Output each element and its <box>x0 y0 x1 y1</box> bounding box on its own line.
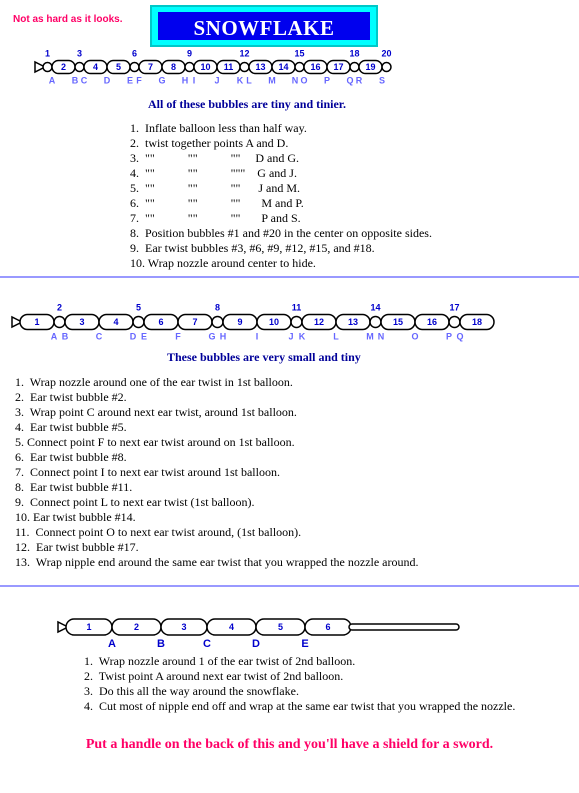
bubble-number: 14 <box>370 302 381 313</box>
instructions-part-3 <box>84 654 515 714</box>
point-letter: M <box>366 331 374 342</box>
point-letter: Q <box>346 75 354 86</box>
ear-twist-bubble <box>370 317 381 328</box>
point-letter: J <box>288 331 294 342</box>
balloon-diagram-3 <box>0 612 579 650</box>
point-letter: F <box>136 75 142 86</box>
instruction-step: 9. Connect point L to next ear twist (1st balloon). <box>15 495 255 509</box>
diagram-1-note: All of these bubbles are tiny and tinier. <box>148 97 347 111</box>
instruction-step: 7. Connect point I to next ear twist around 1st balloon. <box>15 465 280 479</box>
bubble-number: 2 <box>133 622 140 632</box>
point-letter: A <box>108 638 116 650</box>
balloon-diagram-2 <box>0 302 579 342</box>
ear-twist-bubble <box>291 317 302 328</box>
point-letter: N <box>377 331 385 342</box>
instruction-step: 3. "" "" "" D and G. <box>130 151 300 165</box>
ear-twist-bubble <box>75 63 84 72</box>
point-letter: G <box>208 331 216 342</box>
bubble-number: 6 <box>325 622 331 632</box>
point-letter: I <box>192 75 196 86</box>
instruction-step: 1. Wrap nozzle around one of the ear twist in 1st balloon. <box>15 375 293 389</box>
bubble-number: 5 <box>277 622 284 632</box>
ear-twist-bubble <box>350 63 359 72</box>
bubble-number: 2 <box>60 62 67 72</box>
point-letter: P <box>445 331 453 342</box>
ear-twist-bubble <box>382 63 391 72</box>
point-letter: H <box>181 75 189 86</box>
ear-twist-bubble <box>54 317 65 328</box>
divider <box>0 585 579 587</box>
instruction-step: 4. Cut most of nipple end off and wrap at the same ear twist that you wrapped the nozzle. <box>84 699 516 713</box>
diagram-2-note: These bubbles are very small and tiny <box>167 350 361 364</box>
bubble-number: 1 <box>86 622 92 632</box>
instructions-part-2 <box>15 375 419 570</box>
bubble-number: 18 <box>349 48 360 59</box>
bubble-number: 10 <box>200 62 211 72</box>
point-letter: E <box>126 75 134 86</box>
instruction-step: 6. Ear twist bubble #8. <box>15 450 127 464</box>
bubble-number: 15 <box>294 48 305 59</box>
point-letter: M <box>268 75 276 86</box>
bubble-number: 12 <box>239 48 250 59</box>
instruction-step: 8. Ear twist bubble #11. <box>15 480 133 494</box>
bubble-number: 20 <box>381 48 392 59</box>
bubble-number: 17 <box>333 62 344 72</box>
instruction-step: 4. "" "" """ G and J. <box>130 166 297 180</box>
point-letter: Q <box>456 331 464 342</box>
point-letter: C <box>80 75 88 86</box>
footer-note: Put a handle on the back of this and you'll have a shield for a sword. <box>85 737 494 752</box>
bubble-number: 1 <box>34 317 40 327</box>
instruction-step: 5. Connect point F to next ear twist around on 1st balloon. <box>15 435 295 449</box>
point-letter: C <box>95 331 103 342</box>
bubble-number: 8 <box>214 302 221 313</box>
point-letter: G <box>158 75 166 86</box>
point-letter: P <box>323 75 331 86</box>
bubble-number: 11 <box>223 62 234 72</box>
instruction-step: 1. Inflate balloon less than half way. <box>130 121 307 135</box>
instruction-step: 3. Wrap point C around next ear twist, around 1st balloon. <box>15 405 297 419</box>
point-letter: C <box>203 638 211 650</box>
point-letter: L <box>246 75 252 86</box>
point-letter: I <box>255 331 259 342</box>
point-letter: D <box>252 638 260 650</box>
bubble-number: 7 <box>192 317 198 327</box>
point-letter: H <box>219 331 227 342</box>
instruction-step: 7. "" "" "" P and S. <box>130 211 301 225</box>
bubble-number: 13 <box>255 62 266 72</box>
bubble-number: 9 <box>237 317 243 327</box>
instruction-step: 9. Ear twist bubbles #3, #6, #9, #12, #15, and #18. <box>130 241 375 255</box>
point-letter: K <box>298 331 306 342</box>
bubble-number: 16 <box>310 62 321 72</box>
point-letter: B <box>157 638 165 650</box>
bubble-number: 6 <box>158 317 164 327</box>
bubble-number: 1 <box>44 48 51 59</box>
point-letter: K <box>236 75 244 86</box>
bubble-number: 3 <box>76 48 83 59</box>
instruction-step: 3. Do this all the way around the snowflake. <box>84 684 299 698</box>
point-letter: L <box>333 331 339 342</box>
point-letter: E <box>140 331 148 342</box>
instruction-step: 2. Ear twist bubble #2. <box>15 390 127 404</box>
bubble-number: 17 <box>449 302 460 313</box>
instruction-step: 5. "" "" "" J and M. <box>130 181 301 195</box>
bubble-number: 3 <box>79 317 85 327</box>
instruction-step: 2. Twist point A around next ear twist of 2nd balloon. <box>84 669 344 683</box>
bubble-number: 2 <box>56 302 63 313</box>
bubble-number: 19 <box>365 62 376 72</box>
bubble-number: 16 <box>426 317 438 327</box>
title-banner <box>150 5 378 47</box>
bubble-number: 5 <box>135 302 142 313</box>
instruction-step: 4. Ear twist bubble #5. <box>15 420 127 434</box>
bubble-number: 12 <box>313 317 325 327</box>
ear-twist-bubble <box>449 317 460 328</box>
ear-twist-bubble <box>43 63 52 72</box>
point-letter: R <box>355 75 363 86</box>
bubble-number: 10 <box>268 317 280 327</box>
instruction-step: 1. Wrap nozzle around 1 of the ear twist of 2nd balloon. <box>84 654 356 668</box>
point-letter: F <box>175 331 181 342</box>
ear-twist-bubble <box>133 317 144 328</box>
bubble-number: 4 <box>113 317 119 327</box>
point-letter: J <box>214 75 220 86</box>
tagline: Not as hard as it looks. <box>13 14 123 25</box>
instruction-step: 8. Position bubbles #1 and #20 in the center on opposite sides. <box>130 226 432 240</box>
bubble-number: 4 <box>228 622 235 632</box>
bubble-number: 4 <box>92 62 99 72</box>
point-letter: E <box>301 638 309 650</box>
bubble-number: 5 <box>115 62 122 72</box>
balloon-tail <box>349 624 459 630</box>
bubble-number: 11 <box>291 302 302 313</box>
instructions-part-1 <box>130 121 432 271</box>
instruction-step: 10. Ear twist bubble #14. <box>15 510 136 524</box>
ear-twist-bubble <box>212 317 223 328</box>
point-letter: B <box>71 75 79 86</box>
ear-twist-bubble <box>240 63 249 72</box>
bubble-number: 13 <box>347 317 359 327</box>
bubble-number: 8 <box>170 62 177 72</box>
instruction-step: 12. Ear twist bubble #17. <box>15 540 139 554</box>
bubble-number: 15 <box>392 317 404 327</box>
point-letter: A <box>48 75 56 86</box>
bubble-number: 7 <box>147 62 154 72</box>
point-letter: D <box>129 331 137 342</box>
point-letter: B <box>61 331 69 342</box>
instruction-step: 11. Connect point O to next ear twist around, (1st balloon). <box>15 525 302 539</box>
ear-twist-bubble <box>185 63 194 72</box>
bubble-number: 14 <box>278 62 289 72</box>
instruction-step: 13. Wrap nipple end around the same ear twist that you wrapped the nozzle around. <box>15 555 419 569</box>
instruction-step: 2. twist together points A and D. <box>130 136 289 150</box>
instruction-step: 10. Wrap nozzle around center to hide. <box>130 256 316 270</box>
divider <box>0 276 579 278</box>
point-letter: O <box>411 331 419 342</box>
bubble-number: 18 <box>471 317 483 327</box>
point-letter: D <box>103 75 111 86</box>
bubble-number: 9 <box>186 48 193 59</box>
instruction-step: 6. "" "" "" M and P. <box>130 196 304 210</box>
bubble-number: 6 <box>131 48 138 59</box>
balloon-diagram-1 <box>0 46 579 86</box>
point-letter: S <box>378 75 386 86</box>
point-letter: O <box>300 75 308 86</box>
point-letter: N <box>291 75 299 86</box>
point-letter: A <box>50 331 58 342</box>
bubble-number: 3 <box>181 622 187 632</box>
ear-twist-bubble <box>295 63 304 72</box>
page-title: SNOWFLAKE <box>158 12 370 40</box>
ear-twist-bubble <box>130 63 139 72</box>
